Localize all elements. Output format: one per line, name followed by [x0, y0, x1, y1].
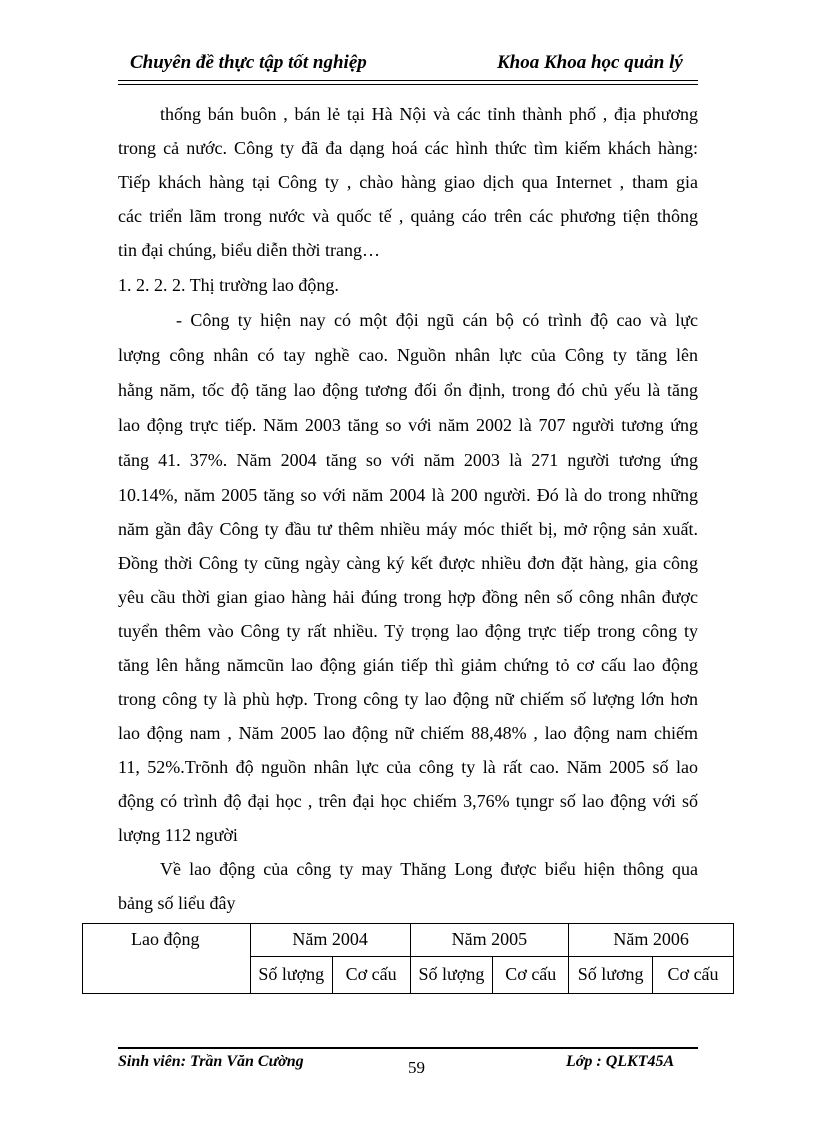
year-header-cell: Năm 2004	[250, 924, 410, 957]
subheader-cell: Số lượng	[410, 957, 493, 994]
paragraph-line: bảng số liểu đây	[118, 893, 236, 913]
year-header-cell: Năm 2006	[569, 924, 734, 957]
paragraph-line: tăng lên hằng nămcũn lao động gián tiếp thì giảm chứng tỏ cơ cấu lao động	[118, 655, 698, 675]
paragraph-line: 11, 52%.Trõnh độ nguồn nhân lực của công ty là rất cao. Năm 2005 số lao	[118, 757, 698, 777]
subheader-cell: Cơ cấu	[653, 957, 734, 994]
table-header-row	[83, 924, 734, 957]
footer-class: Lớp : QLKT45A	[566, 1053, 675, 1070]
paragraph-line: lượng 112 người	[118, 825, 238, 845]
paragraph-line: lao động trực tiếp. Năm 2003 tăng so với năm 2002 là 707 người tương ứng	[118, 415, 698, 435]
paragraph-line: yêu cầu thời gian giao hàng hải đúng trong hợp đồng nên số công nhân được	[118, 587, 698, 607]
section-heading: 1. 2. 2. 2. Thị trường lao động.	[118, 275, 339, 295]
subheader-cell: Cơ cấu	[332, 957, 410, 994]
paragraph-line: thống bán buôn , bán lẻ tại Hà Nội và các tỉnh thành phố , địa phương	[160, 104, 698, 124]
subheader-cell: Cơ cấu	[493, 957, 569, 994]
paragraph-line: động có trình độ đại học , trên đại học chiếm 3,76% tụngr số lao động với số	[118, 791, 698, 811]
header-right-title: Khoa Khoa học quản lý	[497, 52, 683, 73]
paragraph-line: các triển lãm trong nước và quốc tế , quảng cáo trên các phương tiện thông	[118, 206, 698, 226]
subheader-cell: Số lượng	[250, 957, 332, 994]
labor-table	[82, 923, 734, 994]
paragraph-line: - Công ty hiện nay có một đội ngũ cán bộ có trình độ cao và lực	[176, 310, 698, 330]
footer-rule	[118, 1047, 698, 1049]
paragraph-line: tăng 41. 37%. Năm 2004 tăng so với năm 2003 là 271 người tương ứng	[118, 450, 698, 470]
footer-page-number: 59	[408, 1058, 425, 1077]
labor-header-cell: Lao động	[83, 924, 251, 994]
paragraph-line: Đồng thời Công ty cũng ngày càng ký kết được nhiều đơn đặt hàng, gia công	[118, 553, 698, 573]
paragraph-line: tuyển thêm vào Công ty rất nhiều. Tỷ trọng lao động trực tiếp trong công ty	[118, 621, 698, 641]
paragraph-line: trong công ty là phù hợp. Trong công ty lao động nữ chiếm số lượng lớn hơn	[118, 689, 698, 709]
header-rule-top	[118, 80, 698, 81]
paragraph-line: 10.14%, năm 2005 tăng so với năm 2004 là 200 người. Đó là do trong những	[118, 485, 698, 505]
paragraph-line: lao động nam , Năm 2005 lao động nữ chiếm 88,48% , lao động nam chiếm	[118, 723, 698, 743]
header-left-title: Chuyên đề thực tập tốt nghiệp	[130, 52, 367, 73]
header-rule-bottom	[118, 84, 698, 85]
paragraph-line: Tiếp khách hàng tại Công ty , chào hàng giao dịch qua Internet , tham gia	[118, 172, 698, 192]
paragraph-line: tin đại chúng, biểu diễn thời trang…	[118, 240, 380, 260]
footer-student-name: Sinh viên: Trần Văn Cường	[118, 1053, 304, 1070]
paragraph-line: năm gần đây Công ty đầu tư thêm nhiều máy móc thiết bị, mở rộng sản xuất.	[118, 519, 698, 539]
paragraph-line: lượng công nhân có tay nghề cao. Nguồn nhân lực của Công ty tăng lên	[118, 345, 698, 365]
paragraph-line: Về lao động của công ty may Thăng Long được biểu hiện thông qua	[160, 859, 698, 879]
paragraph-line: trong cả nước. Công ty đã đa dạng hoá các hình thức tìm kiếm khách hàng:	[118, 138, 698, 158]
paragraph-line: hằng năm, tốc độ tăng lao động tương đối ổn định, trong đó chủ yếu là tăng	[118, 380, 698, 400]
subheader-cell: Số lương	[569, 957, 653, 994]
year-header-cell: Năm 2005	[410, 924, 569, 957]
